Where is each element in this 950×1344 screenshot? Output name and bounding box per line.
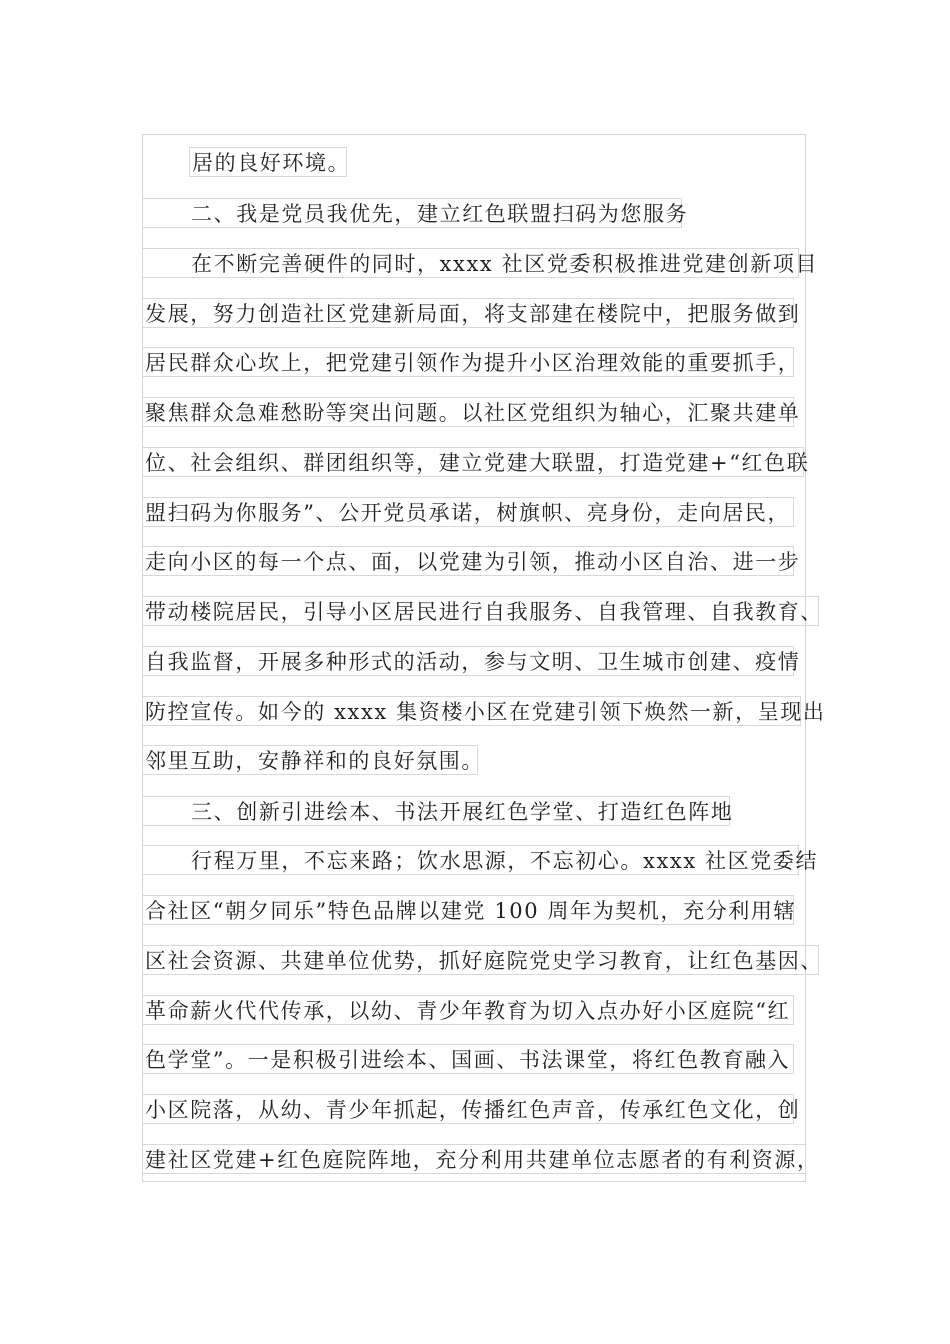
text-line: 自我监督，开展多种形式的活动，参与文明、卫生城市创建、疫情	[142, 646, 794, 676]
text-line: 防控宣传。如今的 xxxx 集资楼小区在党建引领下焕然一新，呈现出	[142, 696, 801, 726]
text-line: 居民群众心坎上，把党建引领作为提升小区治理效能的重要抓手，	[142, 347, 794, 377]
section-heading: 二、我是党员我优先，建立红色联盟扫码为您服务	[142, 198, 682, 228]
text-line: 带动楼院居民，引导小区居民进行自我服务、自我管理、自我教育、	[142, 596, 819, 626]
text-line: 居的良好环境。	[189, 147, 347, 177]
text-line: 区社会资源、共建单位优势，抓好庭院党史学习教育，让红色基因、	[142, 945, 819, 975]
text-line: 革命薪火代代传承，以幼、青少年教育为切入点办好小区庭院“红	[142, 995, 794, 1025]
section-heading: 三、创新引进绘本、书法开展红色学堂、打造红色阵地	[142, 796, 730, 826]
text-line: 色学堂”。一是积极引进绘本、国画、书法课堂，将红色教育融入	[142, 1044, 794, 1074]
text-line: 聚焦群众急难愁盼等突出问题。以社区党组织为轴心，汇聚共建单	[142, 397, 794, 427]
text-line: 发展，努力创造社区党建新局面，将支部建在楼院中，把服务做到	[142, 298, 794, 328]
text-line: 合社区“朝夕同乐”特色品牌以建党 100 周年为契机，充分利用辖	[142, 895, 794, 925]
text-line: 行程万里，不忘来路；饮水思源，不忘初心。xxxx 社区党委结	[142, 845, 799, 875]
text-line: 邻里互助，安静祥和的良好氛围。	[142, 745, 478, 775]
text-line: 小区院落，从幼、青少年抓起，传播红色声音，传承红色文化，创	[142, 1094, 794, 1124]
text-line: 位、社会组织、群团组织等，建立党建大联盟，打造党建+“红色联	[142, 447, 804, 477]
text-line: 盟扫码为你服务”、公开党员承诺，树旗帜、亮身份，走向居民，	[142, 497, 794, 527]
text-line: 在不断完善硬件的同时，xxxx 社区党委积极推进党建创新项目	[142, 248, 799, 278]
text-line: 建社区党建+红色庭院阵地，充分利用共建单位志愿者的有利资源，	[142, 1144, 806, 1174]
text-line: 走向小区的每一个点、面，以党建为引领，推动小区自治、进一步	[142, 546, 794, 576]
